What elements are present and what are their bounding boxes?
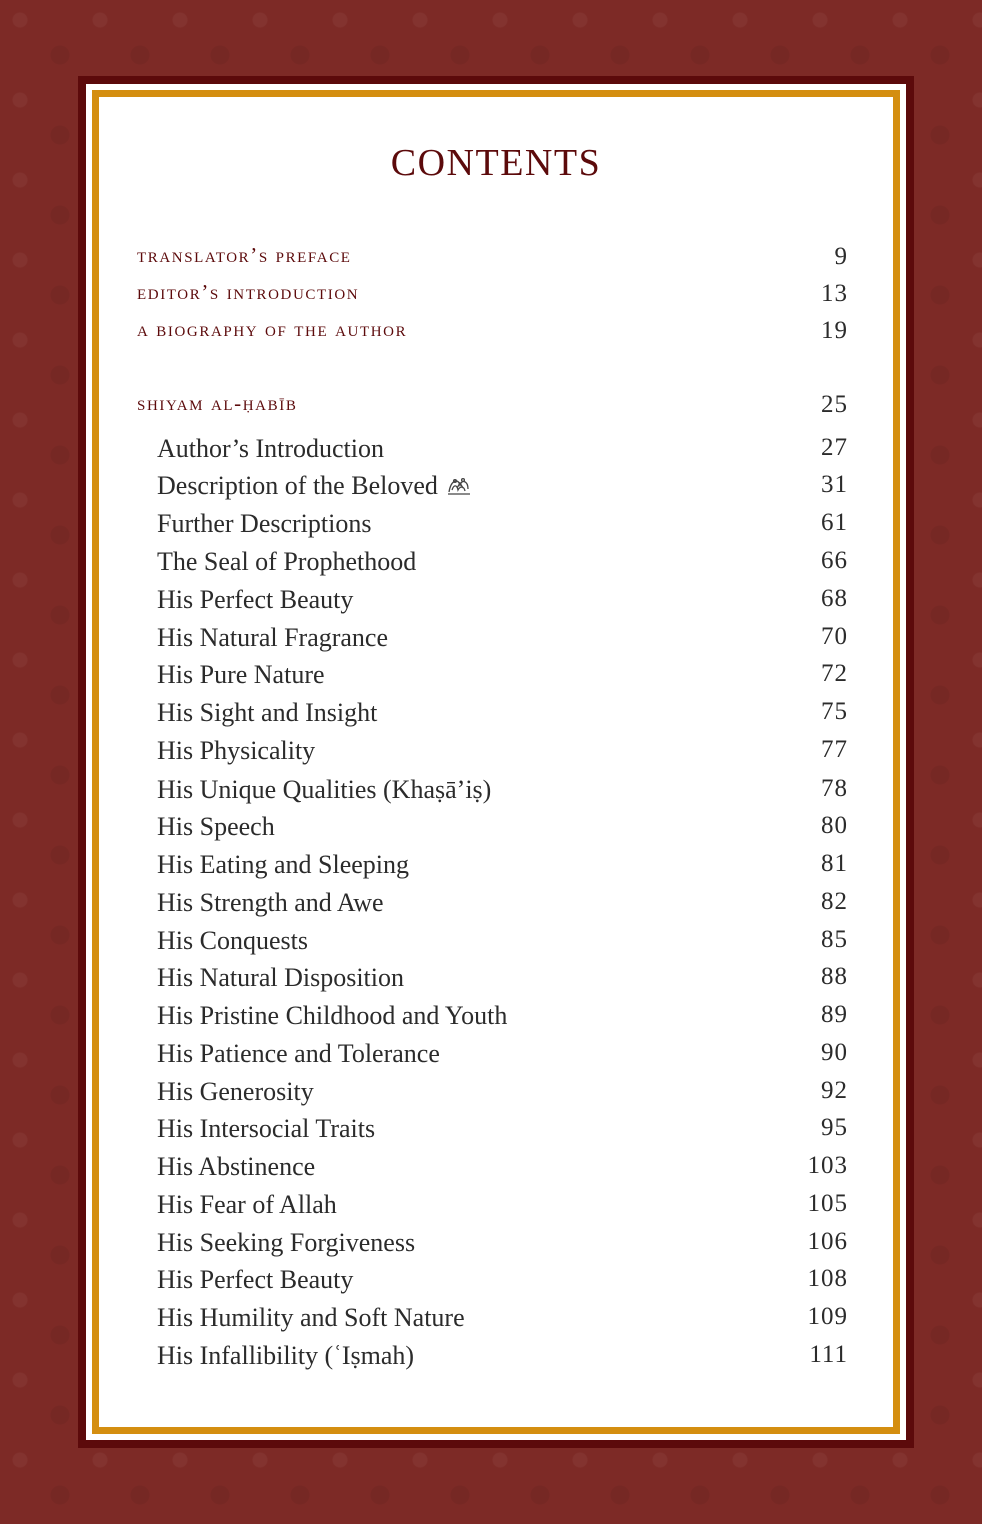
toc-entry-label: His Seeking Forgiveness [157,1228,416,1257]
page-title: CONTENTS [390,142,602,184]
toc-entry-page: 111 [809,1341,848,1368]
toc-entry-page: 81 [821,850,848,877]
toc-entry[interactable] [99,1001,893,1035]
toc-entry[interactable] [99,243,893,277]
toc-entry-page: 92 [821,1077,848,1104]
toc-entry[interactable] [99,1039,893,1073]
toc-entry[interactable] [99,698,893,732]
toc-entry[interactable] [99,585,893,619]
toc-entry[interactable] [99,280,893,314]
toc-entry-label: His Unique Qualities (Khaṣā’iṣ) [157,775,492,804]
toc-entry-label: His Pristine Childhood and Youth [157,1001,508,1030]
toc-entry[interactable] [99,963,893,997]
toc-entry-label: editor’s introduction [137,280,360,304]
toc-entry[interactable] [99,660,893,694]
toc-entry-label: His Perfect Beauty [157,1265,354,1294]
toc-entry-label: His Conquests [157,926,308,955]
toc-entry-label: His Infallibility (ʿIṣmah) [157,1341,415,1370]
toc-entry-label: His Speech [157,812,275,841]
toc-entry[interactable] [99,888,893,922]
toc-entry-label: His Pure Nature [157,660,325,689]
contents-page [99,97,893,1427]
toc-entry-page: 90 [821,1039,848,1066]
toc-entry-label: His Generosity [157,1077,314,1106]
toc-entry-page: 27 [821,434,848,461]
toc-entry-page: 68 [821,585,848,612]
toc-entry-label: Author’s Introduction [157,434,384,463]
toc-entry[interactable] [99,1265,893,1299]
toc-section-heading[interactable] [99,391,893,425]
toc-entry-label: His Eating and Sleeping [157,850,410,879]
toc-entry[interactable] [99,1341,893,1375]
toc-entry-page: 80 [821,812,848,839]
toc-entry[interactable] [99,775,893,809]
toc-entry-label: His Patience and Tolerance [157,1039,440,1068]
toc-entry-label: His Natural Disposition [157,963,404,992]
toc-entry-label: Further Descriptions [157,509,372,538]
toc-entry-label: His Strength and Awe [157,888,384,917]
toc-entry[interactable] [99,1190,893,1224]
toc-entry-page: 19 [821,317,848,344]
toc-entry-label: a biography of the author [137,317,408,341]
toc-entry-page: 13 [821,280,848,307]
toc-entry-page: 9 [834,243,848,270]
toc-entry-label: His Perfect Beauty [157,585,354,614]
toc-entry[interactable] [99,1114,893,1148]
salutation-calligraphy-icon [446,475,472,497]
toc-entry-page: 103 [807,1152,848,1179]
toc-entry-label: His Natural Fragrance [157,623,389,652]
toc-entry[interactable] [99,623,893,657]
toc-entry-label: His Abstinence [157,1152,316,1181]
toc-entry-label: The Seal of Prophethood [157,547,417,576]
toc-entry[interactable] [99,471,893,505]
toc-entry-label: His Humility and Soft Nature [157,1303,465,1332]
toc-entry-page: 61 [821,509,848,536]
toc-entry-page: 72 [821,660,848,687]
toc-entry-label: His Sight and Insight [157,698,378,727]
toc-entry-page: 78 [821,775,848,802]
toc-entry[interactable] [99,1152,893,1186]
toc-entry[interactable] [99,509,893,543]
toc-entry[interactable] [99,317,893,351]
toc-entry[interactable] [99,926,893,960]
toc-entry[interactable] [99,1228,893,1262]
toc-entry-page: 105 [807,1190,848,1217]
toc-entry-page: 70 [821,623,848,650]
toc-entry-label: Description of the Beloved [157,471,472,501]
toc-entry-page: 75 [821,698,848,725]
toc-entry[interactable] [99,812,893,846]
toc-section-label: shiyam al-ḥabīb [137,391,298,415]
toc-entry-label: His Physicality [157,736,316,765]
toc-entry-page: 109 [807,1303,848,1330]
toc-entry-page: 66 [821,547,848,574]
toc-entry-page: 88 [821,963,848,990]
toc-entry-page: 85 [821,926,848,953]
toc-entry-label: translator’s preface [137,243,352,267]
toc-entry[interactable] [99,1303,893,1337]
toc-entry-page: 82 [821,888,848,915]
toc-entry-page: 108 [807,1265,848,1292]
toc-entry-page: 31 [821,471,848,498]
toc-entry[interactable] [99,1077,893,1111]
toc-entry[interactable] [99,434,893,468]
toc-entry[interactable] [99,736,893,770]
toc-entry-label: His Intersocial Traits [157,1114,376,1143]
toc-section-page: 25 [821,391,848,418]
toc-entry-page: 95 [821,1114,848,1141]
toc-entry-page: 89 [821,1001,848,1028]
toc-entry[interactable] [99,850,893,884]
toc-entry-page: 77 [821,736,848,763]
toc-entry-label: His Fear of Allah [157,1190,337,1219]
toc-entry-page: 106 [807,1228,848,1255]
toc-entry[interactable] [99,547,893,581]
